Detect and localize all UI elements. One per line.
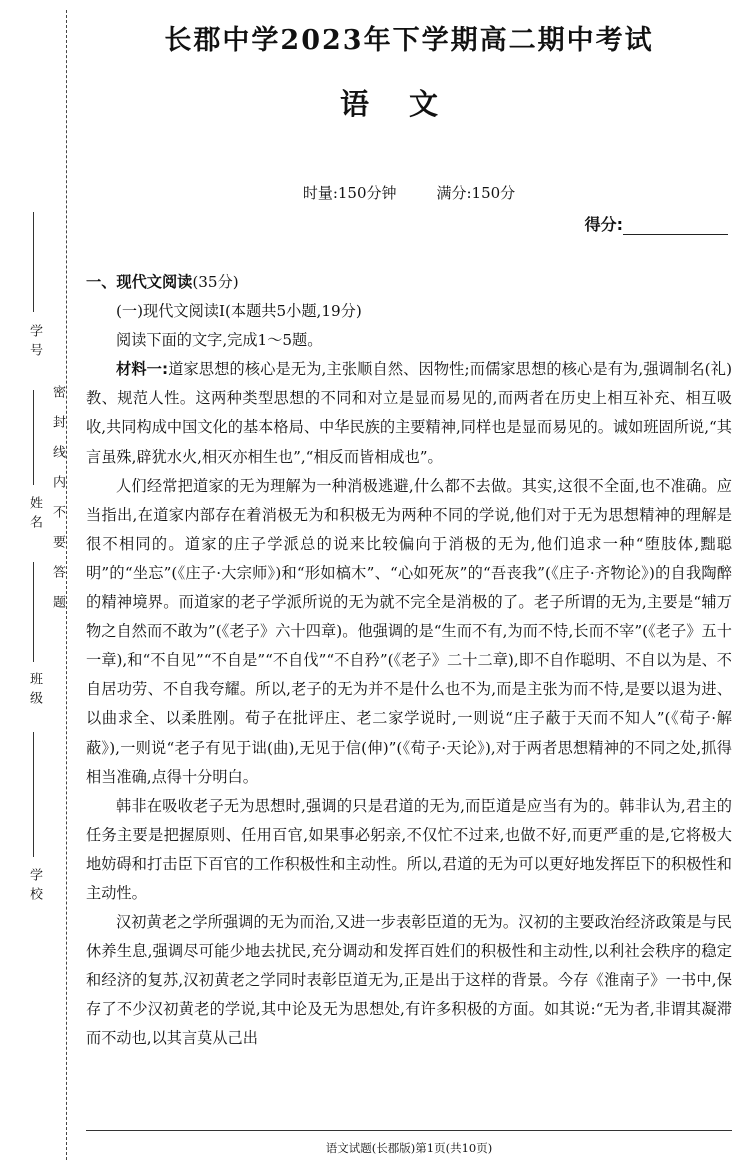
paragraph-4: 汉初黄老之学所强调的无为而治,又进一步表彰臣道的无为。汉初的主要政治经济政策是与民休养生息,强调尽可能少地去扰民,充分调动和发挥百姓们的积极性和主动性,以利社会秩序的稳定和经济的复苏,汉初黄老之学同时表彰臣道无为,正是出于这样的背景。今存《淮南子》一书中,保存了不少汉初黄老的学说,其中论及无为思想处,有许多积极的方面。如其说:“无为者,非谓其凝滞而不动也,以其言莫从己出	[86, 913, 732, 1048]
seal-notice: 密封线内不要答题	[50, 385, 65, 625]
score-label: 得分:	[584, 215, 623, 234]
name-label: 姓名	[27, 496, 42, 534]
section-heading: 一、现代文阅读(35分)	[86, 273, 239, 291]
time-limit: 时量:150分钟	[302, 184, 397, 202]
score-blank[interactable]	[623, 218, 728, 235]
reading-content	[86, 268, 732, 1054]
exam-page	[86, 0, 732, 1173]
full-score: 满分:150分	[436, 184, 516, 202]
material-label: 材料一:	[116, 360, 169, 379]
class-label: 班级	[27, 672, 42, 710]
class-line	[33, 562, 34, 662]
exam-meta	[86, 182, 732, 203]
footer-rule	[86, 1130, 732, 1131]
exam-title: 长郡中学2023年下学期高二期中考试	[164, 25, 654, 56]
subsection-heading: (一)现代文阅读Ⅰ(本题共5小题,19分)	[116, 302, 362, 321]
school-label: 学校	[27, 868, 42, 906]
page-footer: 语文试题(长郡版)第1页(共10页)	[325, 1141, 493, 1155]
student-id-label: 学号	[27, 324, 42, 362]
score-field	[585, 212, 728, 235]
name-line	[33, 390, 34, 485]
binding-margin	[0, 0, 78, 1173]
material-paragraph-1: 材料一:道家思想的核心是无为,主张顺自然、因物性;而儒家思想的核心是有为,强调制名(礼)教、规范人性。这两种类型思想的不同和对立是显而易见的,而两者在历史上相互补充、相互吸收,共同构成中国文化的基本格局、中华民族的主要精神,同样也是显而易见的。诚如班固所说,“其言虽殊,辟犹水火,相灭亦相生也”,“相反而皆相成也”。	[86, 360, 733, 466]
school-line	[33, 732, 34, 857]
student-id-line	[33, 212, 34, 312]
paragraph-2: 人们经常把道家的无为理解为一种消极逃避,什么都不去做。其实,这很不全面,也不准确。应当指出,在道家内部存在着消极无为和积极无为两种不同的学说,他们对于无为思想精神的理解是很不相同的。道家的庄子学派总的说来比较偏向于消极的无为,他们追求一种“堕肢体,黜聪明”的“坐忘”(《庄子·大宗师》)和“形如槁木”、“心如死灰”的“吾丧我”(《庄子·齐物论》)的自我陶醉的精神境界。而道家的老子学派所说的无为就不完全是消极的了。老子所谓的无为,主要是“辅万物之自然而不敢为”(《老子》六十四章)。他强调的是“生而不有,为而不恃,长而不宰”(《老子》五十一章),和“不自见”“不自是”“不自伐”“不自矜”(《老子》二十二章),即不自作聪明、不自以为是、不自居功劳、不自我夸耀。所以,老子的无为并不是什么也不为,而是主张为而不恃,是要以退为进、以曲求全、以柔胜刚。荀子在批评庄、老二家学说时,一则说“庄子蔽于天而不知人”(《荀子·解蔽》),一则说“老子有见于诎(曲),无见于信(伸)”(《荀子·天论》),对于两者思想精神的不同之处,抓得相当准确,点得十分明白。	[86, 476, 732, 786]
paragraph-3: 韩非在吸收老子无为思想时,强调的只是君道的无为,而臣道是应当有为的。韩非认为,君主的任务主要是把握原则、任用百官,如果事必躬亲,不仅忙不过来,也做不好,而更严重的是,它将极大地妨碍和打击臣下百官的工作积极性和主动性。所以,君道的无为可以更好地发挥臣下的积极性和主动性。	[86, 796, 732, 902]
subject-title: 语文	[339, 87, 478, 121]
seal-cut-line	[66, 10, 67, 1160]
instruction-text: 阅读下面的文字,完成1～5题。	[116, 331, 323, 350]
